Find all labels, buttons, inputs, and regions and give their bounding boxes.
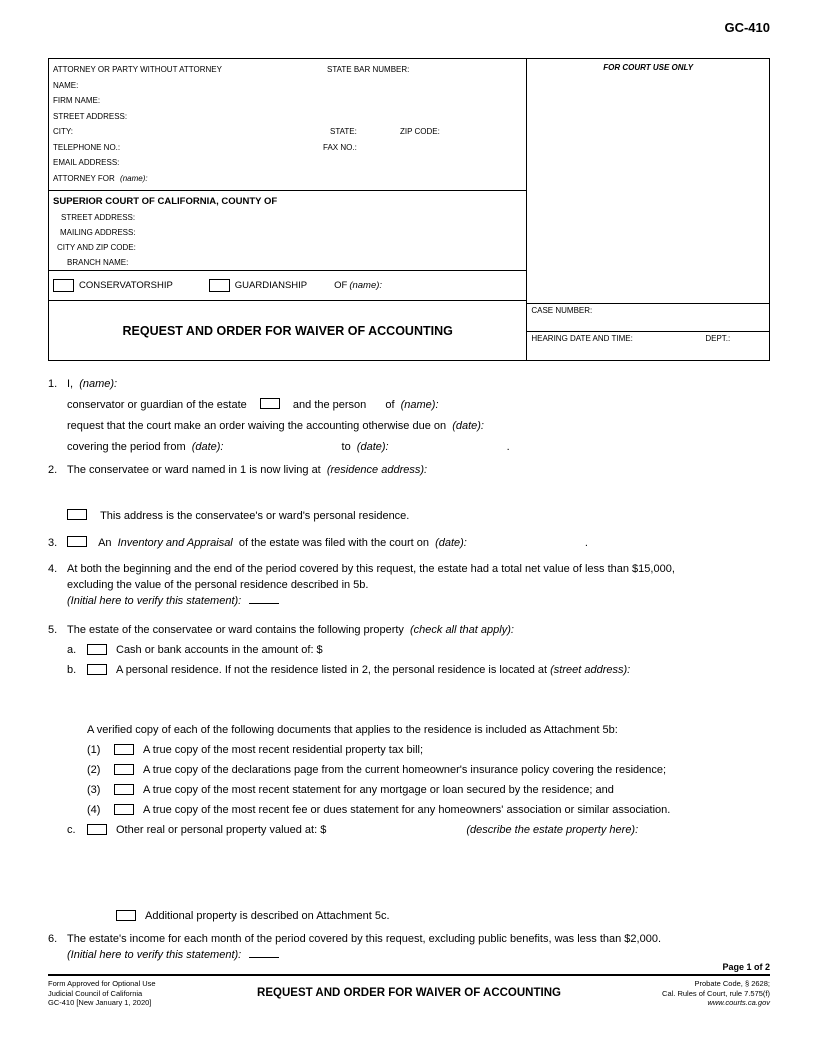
item-2-line-1: [67, 460, 770, 481]
item-5b: [67, 660, 770, 680]
initial-blank-line[interactable]: [249, 948, 279, 958]
initial-statement: (Initial here to verify this statement):: [67, 949, 242, 961]
item-1-text: .: [506, 441, 510, 453]
fax-label: FAX NO.:: [323, 142, 357, 152]
page-number: Page 1 of 2: [722, 962, 770, 972]
item-4-content: [67, 561, 770, 609]
name-row: [53, 78, 522, 94]
telephone-row: [53, 140, 522, 156]
item-6-number: 6.: [48, 933, 58, 945]
item-1-text: request that the court make an order waiving the accounting otherwise due on: [67, 420, 447, 432]
verified-copy-text: A verified copy of each of the following documents that applies to the residence is included as Attachment 5b:: [87, 724, 618, 736]
personal-residence-property-checkbox[interactable]: [87, 664, 107, 675]
item-3-content: [67, 533, 770, 554]
item-5b3-number: (3): [87, 784, 101, 796]
item-2: [48, 460, 770, 527]
case-number-box: [527, 303, 769, 331]
check-all-hint: (check all that apply):: [409, 624, 514, 636]
additional-property-text: Additional property is described on Attachment 5c.: [145, 910, 390, 922]
city-row: [53, 124, 522, 140]
footer-rules-of-court: Cal. Rules of Court, rule 7.575(f): [662, 988, 770, 998]
mortgage-statement-checkbox[interactable]: [114, 784, 134, 795]
item-1-line-3: [67, 416, 770, 437]
tax-bill-checkbox[interactable]: [114, 744, 134, 755]
footer-website: www.courts.ca.gov: [707, 998, 770, 1007]
item-5b3-text: A true copy of the most recent statement for any mortgage or loan secured by the residence; and: [143, 784, 614, 796]
item-1-line-1: [67, 374, 770, 395]
item-5: [48, 620, 770, 926]
attorney-for-name-hint: (name):: [120, 173, 148, 183]
form-header: [48, 58, 770, 361]
item-1-text: and the person: [292, 399, 367, 411]
attorney-for-label: ATTORNEY FOR: [53, 173, 115, 183]
court-use-box: [527, 59, 769, 303]
name-hint: (name):: [79, 378, 118, 390]
item-5b2-number: (2): [87, 764, 101, 776]
item-5-additional: [116, 906, 770, 926]
item-1-line-4: [67, 437, 770, 458]
describe-property-hint: (describe the estate property here):: [466, 824, 639, 836]
case-number-label: CASE NUMBER:: [531, 306, 593, 315]
form-body: [48, 374, 770, 963]
item-1-text: I,: [67, 378, 74, 390]
item-5a: [67, 640, 770, 660]
item-5b-2: [87, 760, 770, 780]
court-city-zip-row: [53, 240, 522, 255]
item-5b-letter: b.: [67, 664, 77, 676]
header-left-column: [49, 59, 526, 360]
footer-probate-code: Probate Code, § 2628;: [694, 979, 770, 988]
court-street-label: STREET ADDRESS:: [61, 213, 136, 222]
item-5b-4: [87, 800, 770, 820]
residence-address-hint: (residence address):: [326, 464, 428, 476]
insurance-policy-checkbox[interactable]: [114, 764, 134, 775]
guardianship-label: GUARDIANSHIP: [234, 280, 308, 291]
telephone-label: TELEPHONE NO.:: [53, 142, 121, 152]
initial-blank-line[interactable]: [249, 594, 279, 604]
item-4-text: excluding the value of the personal residence described in 5b.: [67, 579, 369, 591]
item-2-text: This address is the conservatee's or ward's personal residence.: [100, 510, 410, 522]
item-3-number: 3.: [48, 537, 58, 549]
street-address-row: [53, 109, 522, 125]
personal-residence-checkbox[interactable]: [67, 509, 87, 520]
item-5-number: 5.: [48, 624, 58, 636]
footer-right: [595, 979, 770, 1008]
item-5c-text: Other real or personal property valued at: $: [116, 824, 327, 836]
initial-statement: (Initial here to verify this statement):: [67, 595, 242, 607]
item-5b1-number: (1): [87, 744, 101, 756]
item-5-content: [67, 620, 770, 926]
item-4-text: At both the beginning and the end of the period covered by this request, the estate had a total net value of less than $15,000,: [67, 563, 675, 575]
item-6-content: [67, 931, 770, 963]
item-2-text: The conservatee or ward named in 1 is now living at: [67, 464, 321, 476]
item-1-text: of: [385, 399, 395, 411]
cash-accounts-checkbox[interactable]: [87, 644, 107, 655]
court-title: SUPERIOR COURT OF CALIFORNIA, COUNTY OF: [53, 196, 278, 207]
item-5b2-text: A true copy of the declarations page from the current homeowner's insurance policy covering the residence;: [143, 764, 667, 776]
item-6-text: The estate's income for each month of the period covered by this request, excluding public benefits, was less than $2,000.: [67, 933, 661, 945]
firm-name-row: [53, 93, 522, 109]
street-address-hint: (street address):: [550, 664, 631, 676]
item-5c-letter: c.: [67, 824, 76, 836]
conservatorship-label: CONSERVATORSHIP: [79, 280, 173, 291]
item-2-checkbox-line: [67, 506, 770, 527]
and-the-person-checkbox[interactable]: [260, 398, 280, 409]
item-1-number: 1.: [48, 378, 58, 390]
attorney-row: [53, 62, 522, 78]
firm-name-label: FIRM NAME:: [53, 96, 101, 105]
hoa-dues-checkbox[interactable]: [114, 804, 134, 815]
item-5-intro: [67, 620, 770, 640]
item-4-number: 4.: [48, 563, 58, 575]
item-2-content: [67, 460, 770, 527]
attorney-party-label: ATTORNEY OR PARTY WITHOUT ATTORNEY: [53, 65, 222, 74]
footer-council-line: Judicial Council of California: [48, 988, 143, 998]
item-1-text: covering the period from: [67, 441, 186, 453]
hearing-box: [527, 331, 769, 360]
footer: [48, 962, 770, 1008]
item-5a-letter: a.: [67, 644, 77, 656]
item-4-initial-line: [67, 593, 770, 609]
item-3-text: An: [98, 537, 112, 549]
attorney-for-row: [53, 171, 522, 187]
of-label: OF: [334, 280, 348, 291]
header-right-column: [526, 59, 769, 360]
item-5b-3: [87, 780, 770, 800]
hearing-label: HEARING DATE AND TIME:: [531, 334, 633, 343]
footer-title: REQUEST AND ORDER FOR WAIVER OF ACCOUNTING: [257, 987, 561, 1000]
court-street-row: [53, 210, 522, 225]
court-city-zip-label: CITY AND ZIP CODE:: [57, 243, 136, 252]
item-1-content: [67, 374, 770, 458]
item-3: [48, 533, 770, 554]
item-6: [48, 931, 770, 963]
zip-label: ZIP CODE:: [400, 127, 440, 136]
dept-label: DEPT.:: [705, 334, 731, 343]
additional-property-checkbox[interactable]: [116, 910, 136, 921]
item-5b4-text: A true copy of the most recent fee or dues statement for any homeowners' association or similar association.: [143, 804, 671, 816]
item-4: [48, 561, 770, 609]
item-5b4-number: (4): [87, 804, 101, 816]
conservatorship-checkbox[interactable]: [53, 279, 74, 292]
item-1-text: conservator or guardian of the estate: [67, 399, 247, 411]
date-hint: (date):: [356, 441, 389, 453]
inventory-filed-checkbox[interactable]: [67, 536, 87, 547]
form-title: REQUEST AND ORDER FOR WAIVER OF ACCOUNTING: [122, 323, 453, 338]
item-5c: [67, 820, 770, 840]
item-5b-1: [87, 740, 770, 760]
footer-approval-line: Form Approved for Optional Use: [48, 979, 156, 988]
court-mailing-row: [53, 225, 522, 240]
email-row: [53, 155, 522, 171]
item-1-text: to: [341, 441, 351, 453]
form-number: GC-410: [724, 20, 770, 35]
item-6-initial-line: [67, 947, 770, 963]
name-hint: (name):: [400, 399, 439, 411]
footer-revision-line: GC-410 [New January 1, 2020]: [48, 998, 152, 1007]
of-name-hint: (name):: [349, 280, 383, 291]
date-hint: (date):: [452, 420, 484, 432]
item-3-text: .: [584, 537, 588, 549]
date-hint: (date):: [435, 537, 467, 549]
item-2-number: 2.: [48, 464, 58, 476]
state-label: STATE:: [330, 127, 357, 136]
email-label: EMAIL ADDRESS:: [53, 158, 120, 167]
court-branch-label: BRANCH NAME:: [67, 258, 129, 267]
item-3-text: of the estate was filed with the court on: [238, 537, 429, 549]
item-5a-text: Cash or bank accounts in the amount of: $: [116, 644, 323, 656]
item-5-text: The estate of the conservatee or ward contains the following property: [67, 624, 404, 636]
date-hint: (date):: [191, 441, 224, 453]
item-5b1-text: A true copy of the most recent residential property tax bill;: [143, 744, 424, 756]
item-5b-text: A personal residence. If not the residence listed in 2, the personal residence is located at: [116, 664, 548, 676]
inventory-appraisal-title: Inventory and Appraisal: [117, 537, 233, 549]
other-property-checkbox[interactable]: [87, 824, 107, 835]
court-box: [49, 191, 526, 271]
street-address-label: STREET ADDRESS:: [53, 111, 128, 121]
court-use-only-label: FOR COURT USE ONLY: [603, 63, 694, 72]
city-label: CITY:: [53, 127, 74, 136]
court-mailing-label: MAILING ADDRESS:: [60, 228, 136, 237]
case-type-row: [49, 271, 526, 301]
guardianship-checkbox[interactable]: [209, 279, 230, 292]
attorney-box: [49, 59, 526, 191]
item-3-line: [67, 533, 770, 554]
court-branch-row: [53, 255, 522, 270]
item-1-line-2: [67, 395, 770, 416]
footer-left: [48, 979, 223, 1008]
state-bar-label: STATE BAR NUMBER:: [327, 65, 410, 74]
footer-row: [48, 974, 770, 1008]
item-1: [48, 374, 770, 458]
name-label: NAME:: [53, 80, 79, 90]
